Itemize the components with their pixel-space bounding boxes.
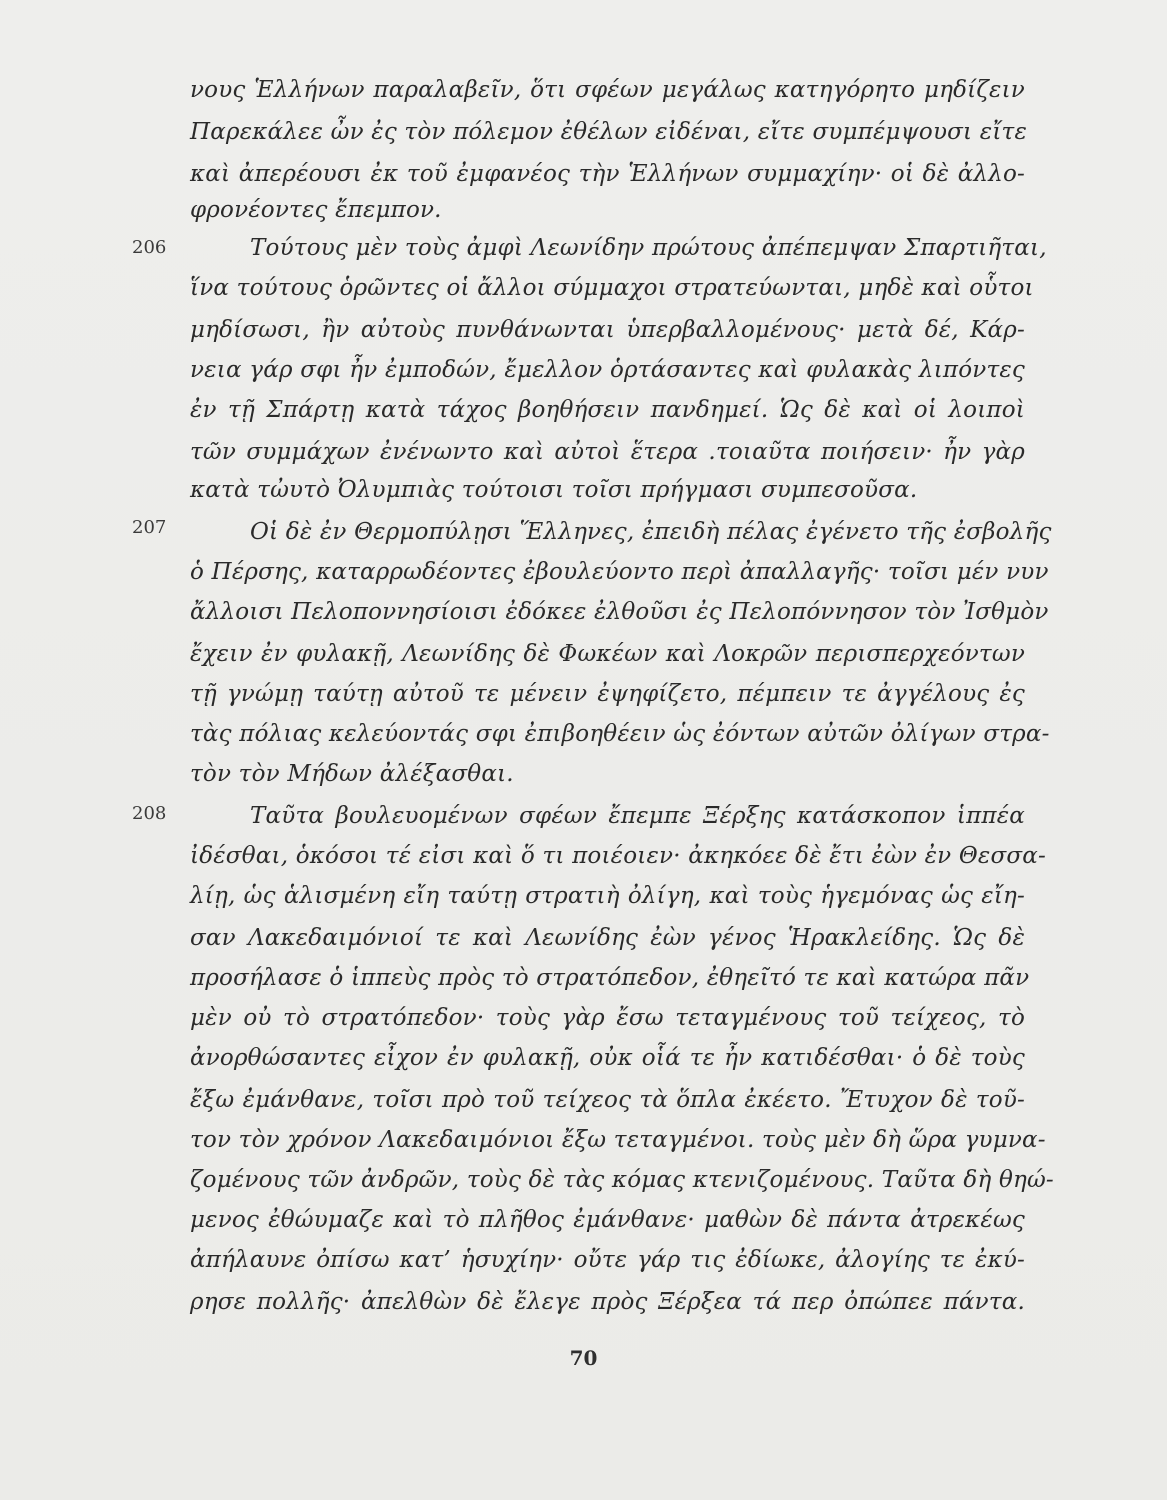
text-line: ἔχειν ἐν φυλακῇ, Λεωνίδης δὲ Φωκέων καὶ Λοκρῶν περισπερχεόντων <box>190 641 1025 667</box>
text-line: μὲν οὐ τὸ στρατόπεδον· τοὺς γὰρ ἔσω τεταγμένους τοῦ τείχεος, τὸ <box>190 1005 1025 1031</box>
section-number-206: 206 <box>132 237 167 258</box>
text-line: ἄλλοισι Πελοποννησίοισι ἐδόκεε ἐλθοῦσι ἐς Πελοπόννησον τὸν Ἰσθμὸν <box>190 599 1049 625</box>
text-line: ἀνορθώσαντες εἶχον ἐν φυλακῇ, οὐκ οἷά τε ἦν κατιδέσθαι· ὁ δὲ τοὺς <box>190 1045 1025 1071</box>
text-line: σαν Λακεδαιμόνιοί τε καὶ Λεωνίδης ἐὼν γένος Ἡρακλείδης. Ὡς δὲ <box>190 925 1025 951</box>
text-line: ἰδέσθαι, ὁκόσοι τέ εἰσι καὶ ὅ τι ποιέοιεν· ἀκηκόεε δὲ ἔτι ἐὼν ἐν Θεσσα- <box>190 843 1046 869</box>
text-line: κατὰ τὠυτὸ Ὀλυμπιὰς τούτοισι τοῖσι πρήγμασι συμπεσοῦσα. <box>190 477 918 503</box>
text-line: Παρεκάλεε ὦν ἐς τὸν πόλεμον ἐθέλων εἰδέναι, εἴτε συμπέμψουσι εἴτε <box>190 119 1028 145</box>
text-line: ζομένους τῶν ἀνδρῶν, τοὺς δὲ τὰς κόμας κτενιζομένους. Ταῦτα δὴ θηώ- <box>190 1167 1054 1193</box>
text-line: μενος ἐθώυμαζε καὶ τὸ πλῆθος ἐμάνθανε· μαθὼν δὲ πάντα ἀτρεκέως <box>190 1207 1025 1233</box>
text-line: φρονέοντες ἔπεμπον. <box>190 197 442 223</box>
text-line: ἐν τῇ Σπάρτῃ κατὰ τάχος βοηθήσειν πανδημεί. Ὡς δὲ καὶ οἱ λοιποὶ <box>190 397 1025 423</box>
section-number-207: 207 <box>132 517 167 538</box>
text-line: καὶ ἀπερέουσι ἐκ τοῦ ἐμφανέος τὴν Ἑλλήνων συμμαχίην· οἱ δὲ ἀλλο- <box>190 161 1025 187</box>
text-line: ὁ Πέρσης, καταρρωδέοντες ἐβουλεύοντο περὶ ἀπαλλαγῆς· τοῖσι μέν νυν <box>190 559 1049 585</box>
text-line: προσήλασε ὁ ἱππεὺς πρὸς τὸ στρατόπεδον, ἐθηεῖτό τε καὶ κατώρα πᾶν <box>190 965 1030 991</box>
text-line: τῇ γνώμῃ ταύτῃ αὐτοῦ τε μένειν ἐψηφίζετο, πέμπειν τε ἀγγέλους ἐς <box>190 681 1025 707</box>
page-number: 70 <box>569 1346 598 1370</box>
text-line: Οἱ δὲ ἐν Θερμοπύλῃσι Ἕλληνες, ἐπειδὴ πέλας ἐγένετο τῆς ἐσβολῆς <box>250 519 1052 545</box>
text-line: τὰς πόλιας κελεύοντάς σφι ἐπιβοηθέειν ὡς ἐόντων αὐτῶν ὀλίγων στρα- <box>190 721 1050 747</box>
text-line: ρησε πολλῆς· ἀπελθὼν δὲ ἔλεγε πρὸς Ξέρξεα τά περ ὀπώπεε πάντα. <box>190 1289 1025 1315</box>
text-line: ἔξω ἐμάνθανε, τοῖσι πρὸ τοῦ τείχεος τὰ ὅπλα ἐκέετο. Ἔτυχον δὲ τοῦ- <box>190 1087 1025 1113</box>
text-line: τον τὸν χρόνον Λακεδαιμόνιοι ἔξω τεταγμένοι. τοὺς μὲν δὴ ὥρα γυμνα- <box>190 1127 1046 1153</box>
text-line: μηδίσωσι, ἢν αὐτοὺς πυνθάνωνται ὑπερβαλλομένους· μετὰ δέ, Κάρ- <box>190 317 1025 343</box>
text-line: τῶν συμμάχων ἐνένωντο καὶ αὐτοὶ ἕτερα .τοιαῦτα ποιήσειν· ἦν γὰρ <box>190 439 1025 465</box>
text-line: τὸν τὸν Μήδων ἀλέξασθαι. <box>190 761 514 787</box>
section-number-208: 208 <box>132 803 167 824</box>
text-line: νεια γάρ σφι ἦν ἐμποδών, ἔμελλον ὁρτάσαντες καὶ φυλακὰς λιπόντες <box>190 357 1025 383</box>
text-line: ἵνα τούτους ὁρῶντες οἱ ἄλλοι σύμμαχοι στρατεύωνται, μηδὲ καὶ οὗτοι <box>190 275 1034 301</box>
text-line: ἀπήλαυνε ὀπίσω κατ’ ἡσυχίην· οὔτε γάρ τις ἐδίωκε, ἀλογίης τε ἐκύ- <box>190 1247 1025 1273</box>
text-line: λίῃ, ὡς ἁλισμένη εἴη ταύτῃ στρατιὴ ὀλίγη, καὶ τοὺς ἡγεμόνας ὡς εἴη- <box>190 883 1025 909</box>
text-line: Τούτους μὲν τοὺς ἀμφὶ Λεωνίδην πρώτους ἀπέπεμψαν Σπαρτιῆται, <box>250 235 1047 261</box>
text-line: νους Ἑλλήνων παραλαβεῖν, ὅτι σφέων μεγάλως κατηγόρητο μηδίζειν <box>190 77 1025 103</box>
text-line: Ταῦτα βουλευομένων σφέων ἔπεμπε Ξέρξης κατάσκοπον ἱππέα <box>250 803 1025 829</box>
